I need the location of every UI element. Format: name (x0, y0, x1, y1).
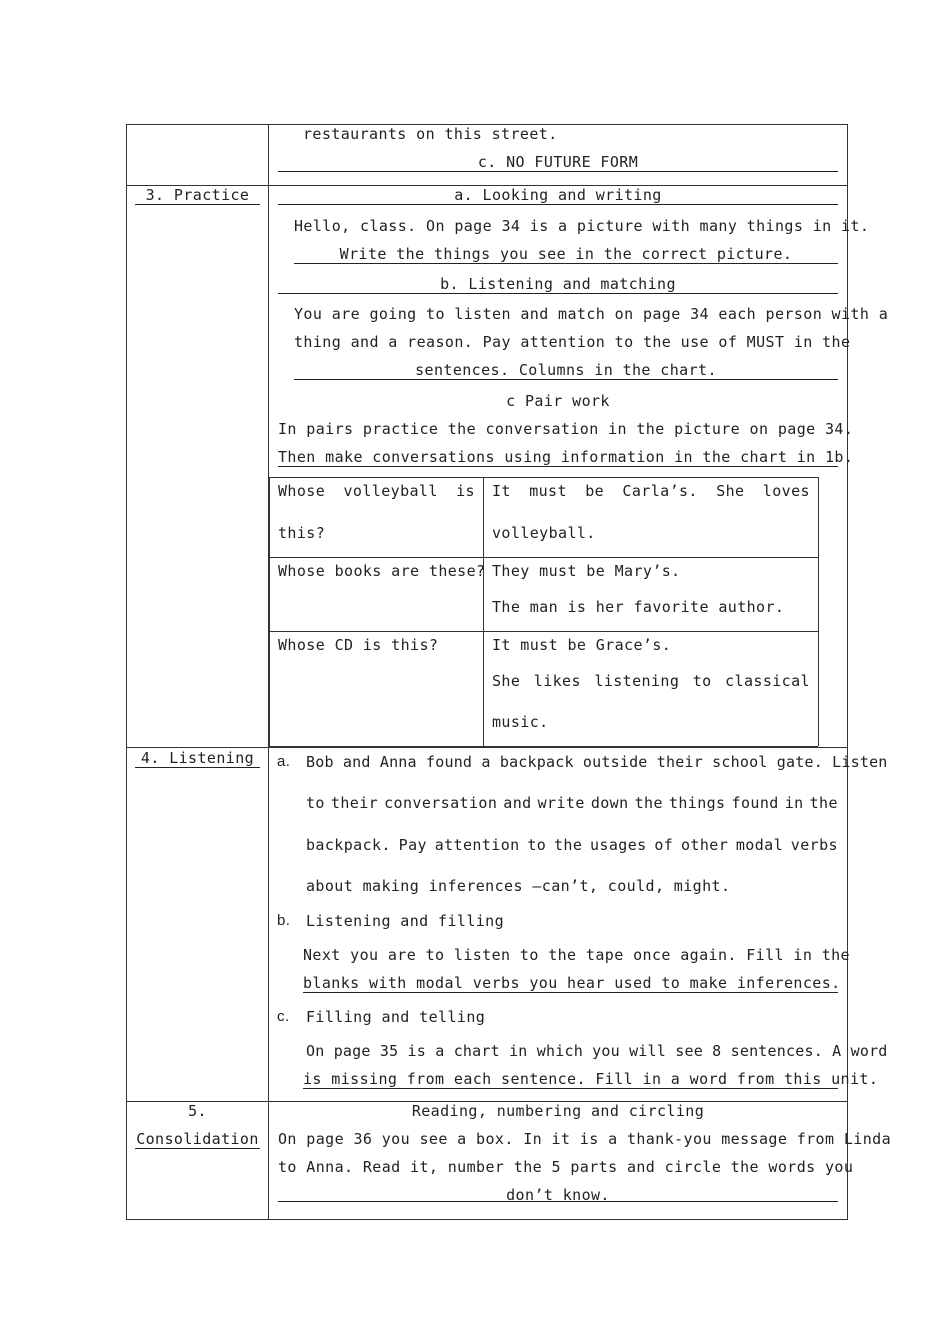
word: to (527, 836, 547, 854)
word: She (492, 672, 521, 690)
word: must (529, 482, 567, 500)
word: found (731, 794, 779, 812)
word: to (306, 794, 325, 812)
word: of (654, 836, 674, 854)
paragraph-line: Then make conversations using information in the chart in 1b. (278, 448, 854, 466)
paragraph-line: Hello, class. On page 34 is a picture with many things in it. (294, 217, 870, 235)
underline (303, 992, 838, 993)
underline (294, 379, 838, 380)
paragraph-line: sentences. Columns in the chart. (415, 361, 717, 379)
continuation-text: restaurants on this street. (303, 125, 558, 143)
word: be (585, 482, 605, 500)
chart-border (269, 477, 818, 478)
list-marker: c. (277, 1008, 290, 1025)
word: verbs (790, 836, 838, 854)
paragraph-line: is missing from each sentence. Fill in a word from this unit. (303, 1070, 879, 1088)
paragraph-line (306, 836, 838, 854)
word: and (503, 794, 532, 812)
section-heading: a. Looking and writing (454, 186, 662, 204)
word: She (716, 482, 745, 500)
word: volleyball (343, 482, 438, 500)
underline (278, 171, 838, 172)
word: other (680, 836, 729, 854)
section-heading: b. Listening and matching (440, 275, 676, 293)
underline (303, 1088, 838, 1089)
underline (278, 293, 838, 294)
word: is (456, 482, 475, 500)
underline (135, 767, 260, 768)
section-heading: c Pair work (506, 392, 610, 410)
underline (135, 204, 260, 205)
paragraph-line: Write the things you see in the correct picture. (339, 245, 793, 263)
chart-answer: It must be Grace’s. (492, 636, 672, 654)
word: conversation (384, 794, 498, 812)
word: to (692, 672, 712, 690)
word: usages (590, 836, 647, 854)
row-divider (126, 747, 848, 748)
chart-question: Whose books are these? (278, 562, 486, 580)
paragraph-line: On page 36 you see a box. In it is a thank-you message from Linda (278, 1130, 891, 1148)
underline (278, 466, 838, 467)
chart-border (818, 477, 819, 746)
word: likes (533, 672, 581, 690)
word: down (590, 794, 629, 812)
table-bottom-border (126, 1219, 848, 1220)
chart-border (269, 746, 818, 747)
paragraph-line: Bob and Anna found a backpack outside their school gate. Listen (306, 753, 888, 771)
word: write (537, 794, 585, 812)
paragraph-line: thing and a reason. Pay attention to the use of MUST in the (294, 333, 851, 351)
paragraph-line: about making inferences —can’t, could, might. (306, 877, 731, 895)
chart-border (269, 477, 270, 746)
section-heading: Listening and filling (306, 912, 505, 930)
list-marker: b. (277, 912, 291, 929)
paragraph-line: On page 35 is a chart in which you will see 8 sentences. A word (306, 1042, 888, 1060)
paragraph-line: Next you are to listen to the tape once again. Fill in the (303, 946, 850, 964)
section-heading: Reading, numbering and circling (411, 1102, 705, 1120)
paragraph-line: blanks with modal verbs you hear used to make inferences. (303, 974, 841, 992)
chart-question: Whose CD is this? (278, 636, 439, 654)
word: Whose (278, 482, 326, 500)
word: modal (735, 836, 784, 854)
step-label-number: 5. (188, 1102, 207, 1120)
word: listening (594, 672, 680, 690)
table-left-border (126, 124, 127, 1219)
word: Carla’s. (622, 482, 698, 500)
word: their (330, 794, 379, 812)
chart-divider (483, 477, 484, 746)
paragraph-line: In pairs practice the conversation in the picture on page 34. (278, 420, 854, 438)
word: the (634, 794, 663, 812)
chart-question (278, 482, 475, 500)
word: the (553, 836, 583, 854)
word: in (784, 794, 804, 812)
word: the (809, 794, 838, 812)
chart-border (269, 631, 818, 632)
word: Pay (398, 836, 427, 854)
underline (278, 204, 838, 205)
underline (278, 1201, 838, 1202)
paragraph-line (306, 794, 838, 812)
chart-answer: volleyball. (492, 524, 596, 542)
word: backpack. (306, 836, 391, 854)
paragraph-line: don’t know. (506, 1186, 610, 1204)
paragraph-line: You are going to listen and match on page 34 each person with a (294, 305, 889, 323)
list-marker: a. (277, 753, 291, 770)
chart-answer: The man is her favorite author. (492, 598, 785, 616)
chart-answer: music. (492, 713, 549, 731)
word: loves (762, 482, 810, 500)
chart-answer (492, 672, 810, 690)
step-label-practice: 3. Practice (145, 186, 250, 204)
chart-answer: They must be Mary’s. (492, 562, 681, 580)
underline (135, 1148, 260, 1149)
section-heading: c. NO FUTURE FORM (477, 153, 639, 171)
paragraph-line: to Anna. Read it, number the 5 parts and circle the words you (278, 1158, 854, 1176)
chart-answer (492, 482, 810, 500)
word: classical (725, 672, 810, 690)
chart-question: this? (278, 524, 326, 542)
word: attention (434, 836, 520, 854)
step-label-consolidation: Consolidation (136, 1130, 259, 1148)
word: It (492, 482, 511, 500)
underline (294, 263, 838, 264)
section-heading: Filling and telling (306, 1008, 486, 1026)
chart-border (269, 557, 818, 558)
word: things (668, 794, 726, 812)
step-label-listening: 4. Listening (140, 749, 255, 767)
